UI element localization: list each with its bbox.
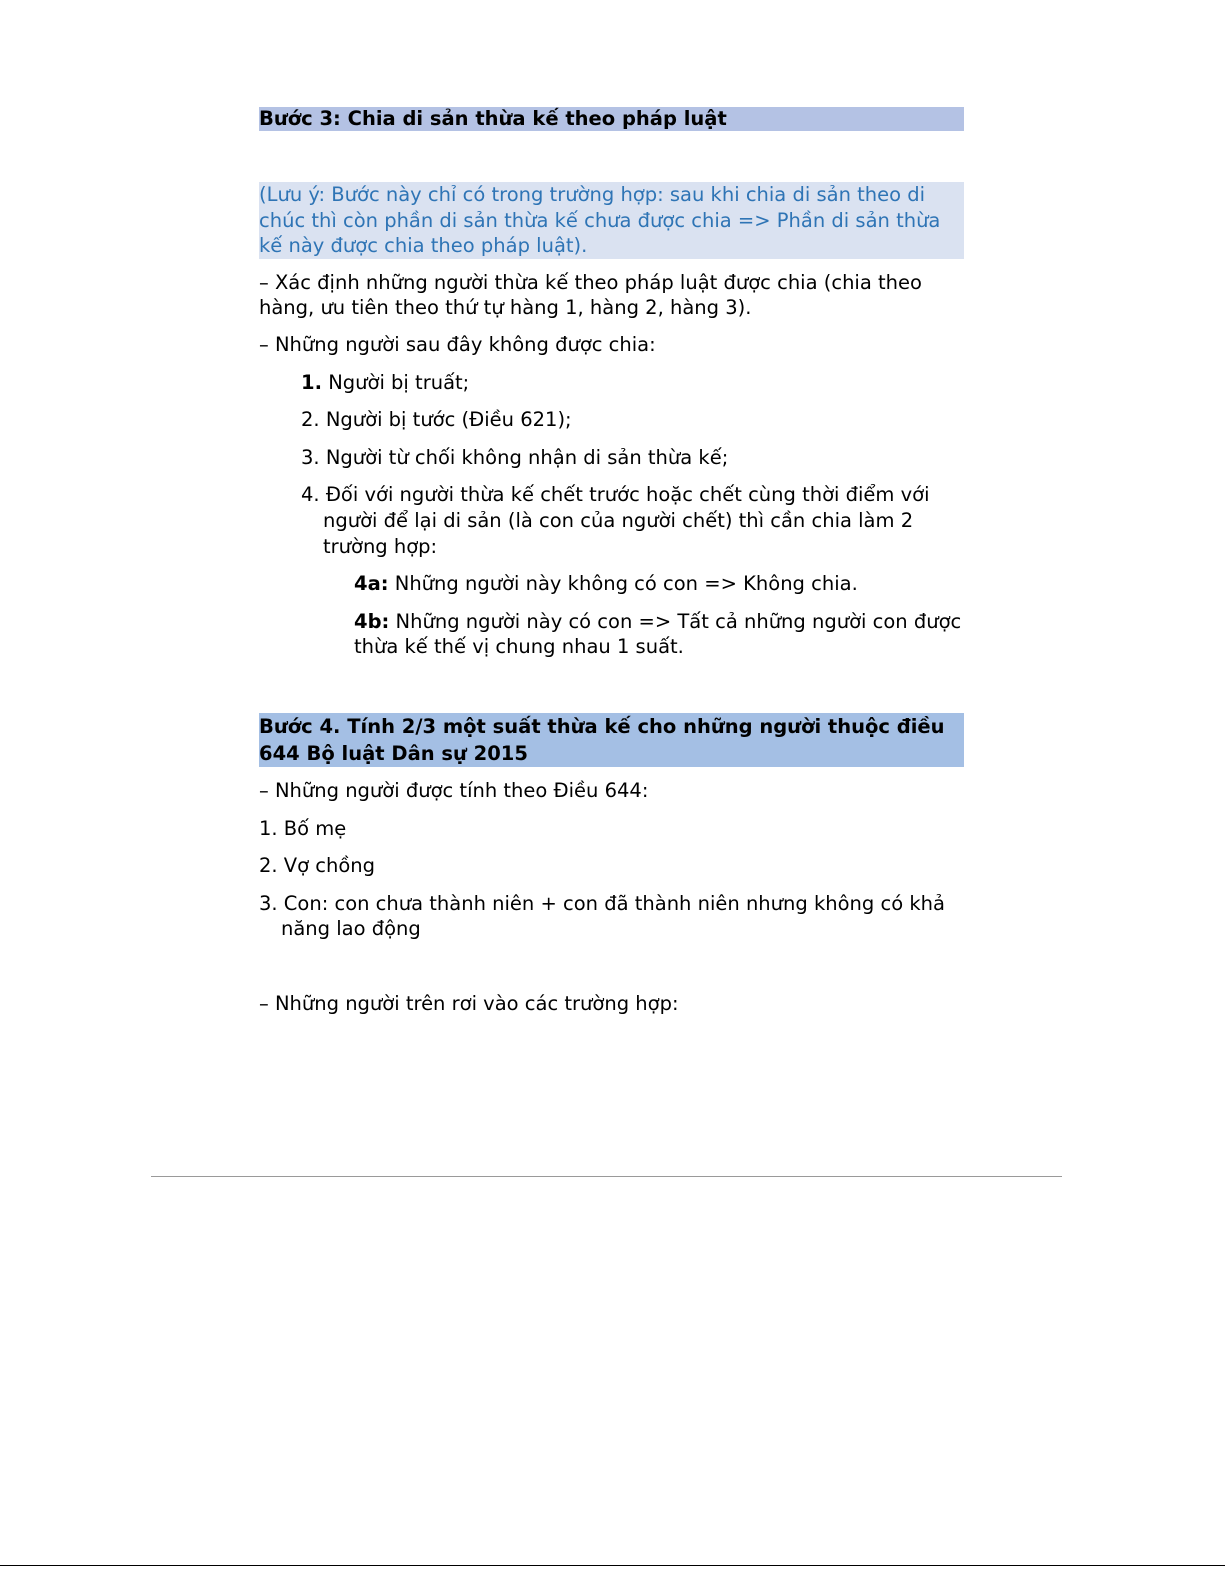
- list-item-text: Người từ chối không nhận di sản thừa kế;: [325, 445, 729, 469]
- case-4b-text: Những người này có con => Tất cả những người con được thừa kế thế vị chung nhau 1 suất.: [354, 609, 962, 659]
- step-4-paragraph-cases: – Những người trên rơi vào các trường hợp:: [259, 991, 679, 1015]
- page-bottom-border: [0, 1565, 1225, 1585]
- list-item: 3. Con: con chưa thành niên + con đã thành niên nhưng không có khả năng lao động: [259, 891, 945, 941]
- step-4-paragraph-article-644: – Những người được tính theo Điều 644:: [259, 778, 649, 802]
- page-divider: [151, 1176, 1062, 1177]
- list-item: 2. Vợ chồng: [259, 854, 376, 878]
- case-4a-label: 4a:: [354, 572, 389, 596]
- document-content: [259, 107, 964, 1016]
- list-item-text: Người bị tước (Điều 621);: [325, 408, 572, 432]
- step-3-note: (Lưu ý: Bước này chỉ có trong trường hợp: sau khi chia di sản theo di chúc thì còn phần di sản thừa kế chưa được chia => Phần di sản thừa kế này được chia theo pháp luật).: [259, 182, 964, 259]
- list-item-number: 1.: [301, 370, 322, 394]
- list-item-number: 2.: [301, 408, 320, 432]
- list-item: [301, 482, 964, 559]
- list-item-text: Đối với người thừa kế chết trước hoặc chết cùng thời điểm với người để lại di sản (là con của người chết) thì cần chia làm 2 trường hợp:: [323, 483, 930, 558]
- step-3-paragraph-heirs: – Xác định những người thừa kế theo pháp luật được chia (chia theo hàng, ưu tiên theo thứ tự hàng 1, hàng 2, hàng 3).: [259, 270, 922, 320]
- list-item: [301, 407, 964, 433]
- list-item: 1. Bố mẹ: [259, 816, 347, 840]
- list-item-number: 4.: [301, 483, 320, 507]
- case-4a: [354, 571, 964, 597]
- list-item: [301, 370, 964, 396]
- step-3-heading: Bước 3: Chia di sản thừa kế theo pháp luật: [259, 107, 964, 131]
- step-4-heading: Bước 4. Tính 2/3 một suất thừa kế cho những người thuộc điều 644 Bộ luật Dân sự 2015: [259, 713, 964, 767]
- list-item-text: Người bị truất;: [328, 370, 470, 394]
- article-644-list: [259, 816, 964, 942]
- case-4b-label: 4b:: [354, 609, 390, 633]
- list-item-number: 3.: [301, 445, 320, 469]
- case-4a-text: Những người này không có con => Không chia.: [394, 572, 858, 596]
- list-item: [301, 445, 964, 471]
- step-3-paragraph-excluded: – Những người sau đây không được chia:: [259, 332, 656, 356]
- excluded-list: [301, 370, 964, 560]
- case-4b: [354, 609, 964, 660]
